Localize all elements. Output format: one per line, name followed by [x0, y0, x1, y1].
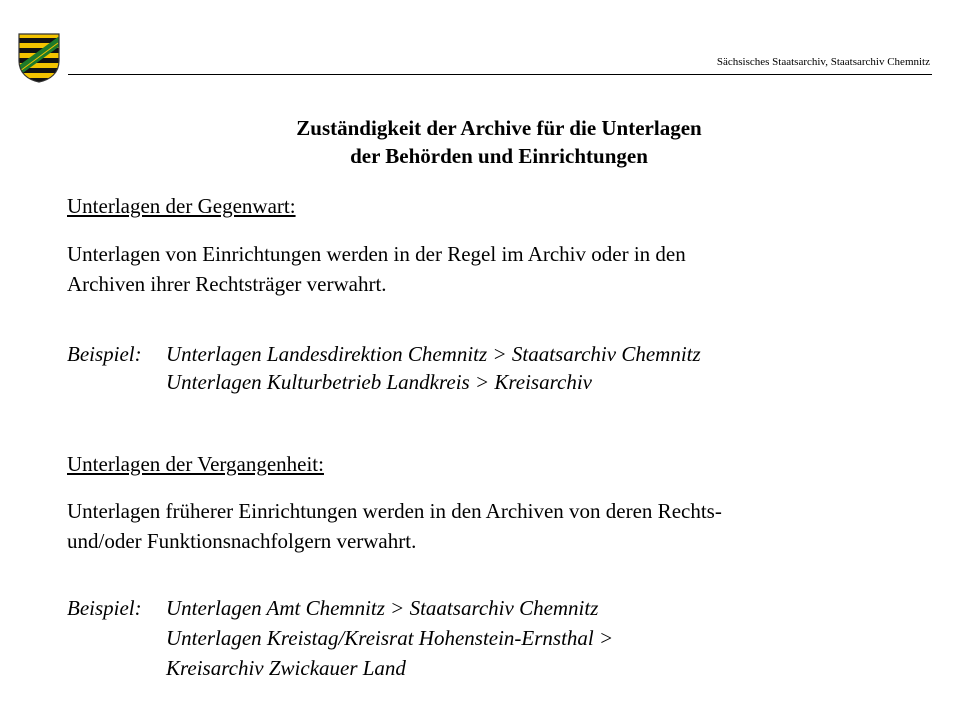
page-title — [0, 114, 960, 170]
past-text-line-2: und/oder Funktionsnachfolgern verwahrt. — [67, 529, 417, 553]
past-text-line-1: Unterlagen früherer Einrichtungen werden in den Archiven von deren Rechts- — [67, 499, 722, 523]
title-line-2: der Behörden und Einrichtungen — [350, 144, 648, 168]
institution-name: Sächsisches Staatsarchiv, Staatsarchiv Chemnitz — [716, 56, 930, 68]
present-example-2: Unterlagen Kulturbetrieb Landkreis > Kreisarchiv — [166, 370, 592, 394]
saxony-coat-of-arms-icon — [18, 33, 60, 83]
present-text-line-2: Archiven ihrer Rechtsträger verwahrt. — [67, 272, 387, 296]
header-divider — [68, 74, 932, 75]
past-example-3: Kreisarchiv Zwickauer Land — [166, 656, 406, 680]
past-example-label: Beispiel: — [67, 596, 142, 620]
present-example-1: Unterlagen Landesdirektion Chemnitz > Staatsarchiv Chemnitz — [166, 342, 701, 366]
title-line-1: Zuständigkeit der Archive für die Unterlagen — [296, 116, 702, 140]
present-text-line-1: Unterlagen von Einrichtungen werden in der Regel im Archiv oder in den — [67, 242, 686, 266]
past-example-1: Unterlagen Amt Chemnitz > Staatsarchiv Chemnitz — [166, 596, 599, 620]
present-example-label: Beispiel: — [67, 342, 142, 366]
past-example-2: Unterlagen Kreistag/Kreisrat Hohenstein-Ernsthal > — [166, 626, 614, 650]
present-heading: Unterlagen der Gegenwart: — [67, 194, 296, 218]
past-heading: Unterlagen der Vergangenheit: — [67, 452, 324, 476]
